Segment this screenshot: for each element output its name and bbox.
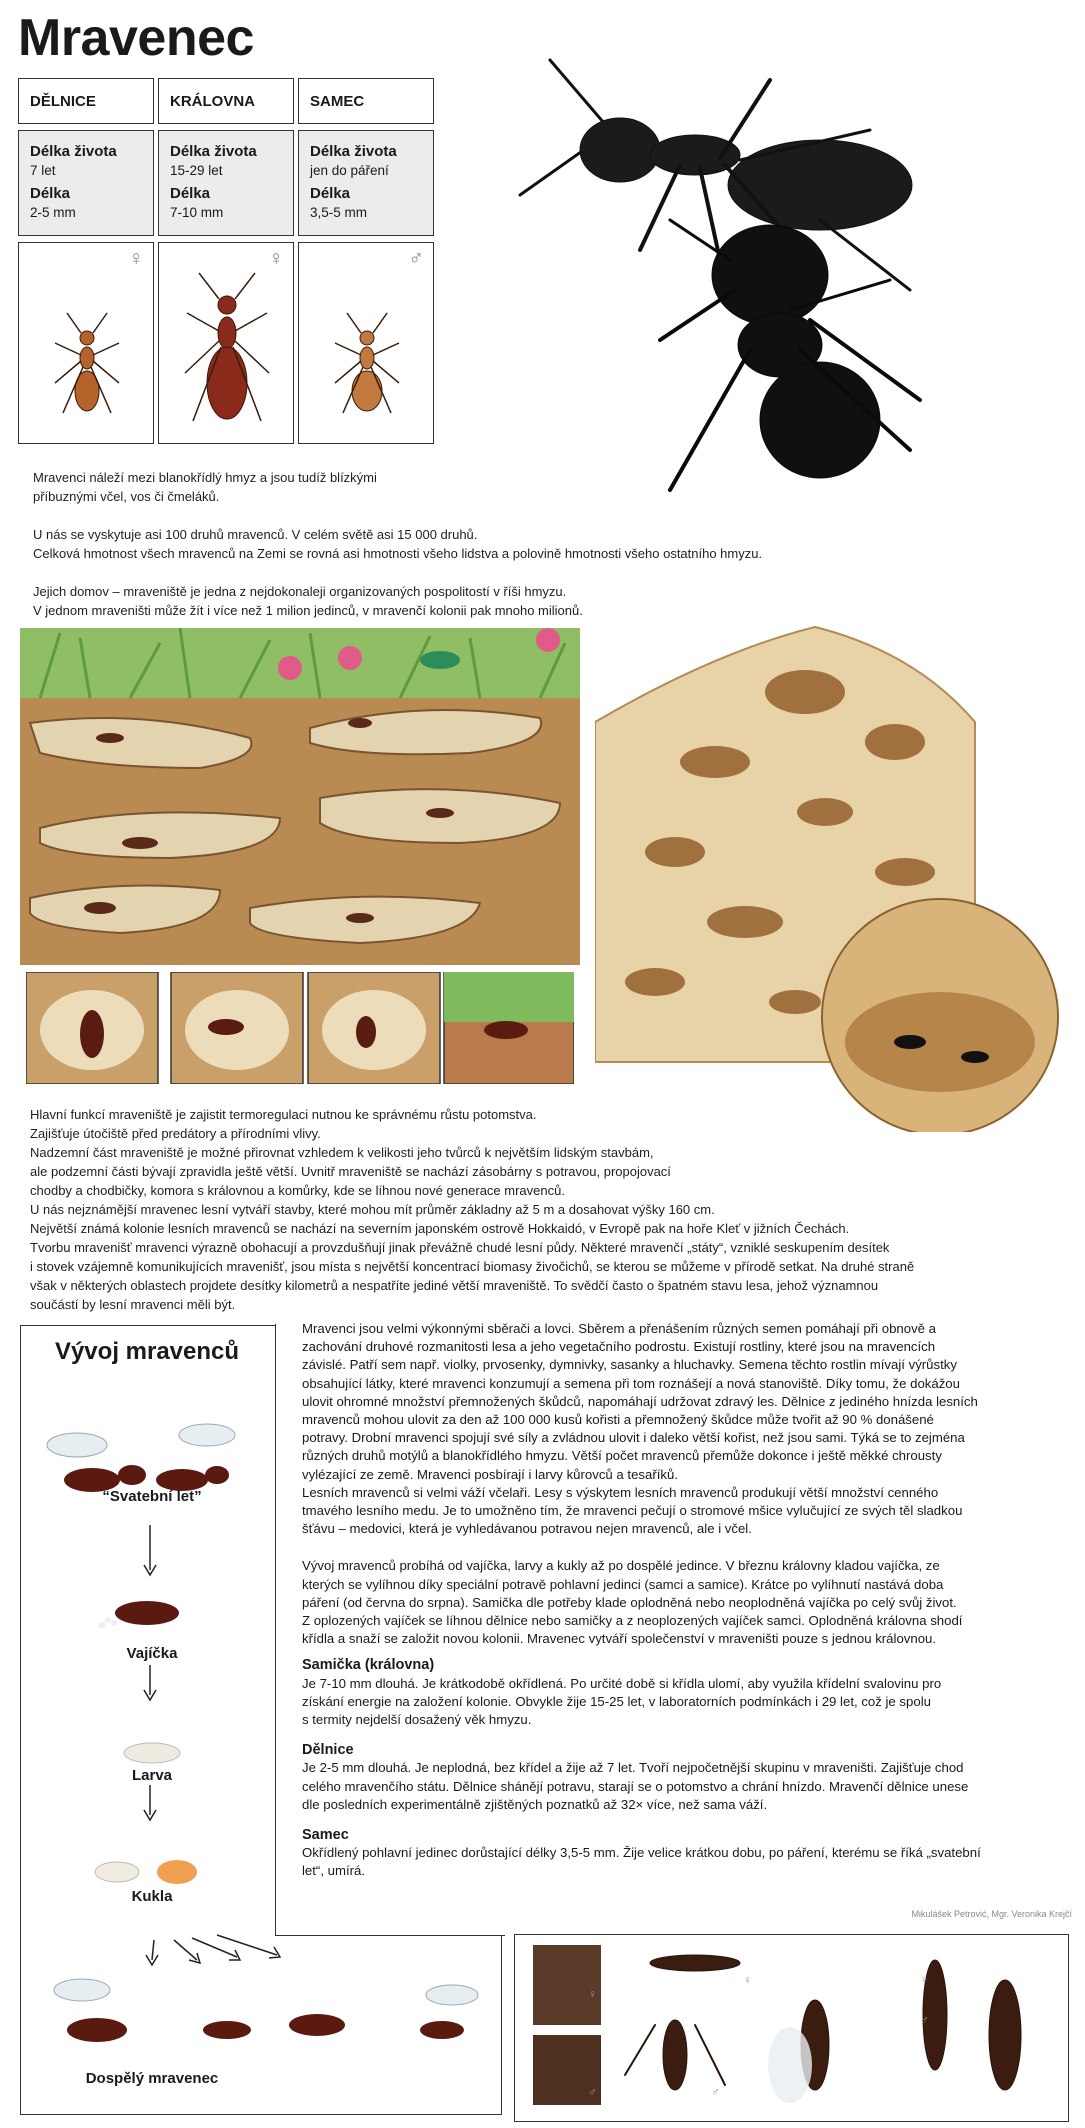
lifespan-value: jen do páření: [310, 163, 389, 178]
caste-column: [18, 78, 154, 444]
nest-text-line: Zajišťuje útočiště před predátory a přírodními vlivy.: [30, 1126, 321, 1141]
author-credit: Mikulášek Petrović, Mgr. Veronika Krejčí: [911, 1909, 1072, 1919]
nest-text-line: i stovek vzájemně komunikujících mravenišť, jsou místa s největší koncentrací biomasy živočichů, se kterou se můžeme v přírodě setkat. Na druhé straně: [30, 1259, 915, 1274]
length-value: 7-10 mm: [170, 205, 224, 220]
nest-text-line: U nás nejznámější mravenec lesní vytváří stavby, které mohou mít průměr základny až 5 m a dosahovat výšky 160 cm.: [30, 1202, 715, 1217]
text-line: šťávu – medovici, která je vyhledávanou potravou nejen mravenců, ale i včel.: [302, 1521, 752, 1537]
text-line: Z oplozených vajíček se líhnou dělnice nebo samičky a z neoplozených vajíček samci. Oplodněná královna shodí: [302, 1613, 963, 1629]
intro-line: Celková hmotnost všech mravenců na Zemi se rovná asi hmotnosti všeho lidstva a polovině hmotnosti všeho ostatního hmyzu.: [33, 546, 763, 561]
text-line: tmavého lesního medu. Je to umožněno tím, že mravenci pečují o stromové mšice vylučující ze svých těl sladkou: [302, 1503, 963, 1519]
text-line: Okřídlený pohlavní jedinec dorůstající délky 3,5-5 mm. Žije velice krátkou dobu, po páření, kterému se říká „svatební: [302, 1845, 981, 1861]
caste-info: [18, 130, 154, 236]
nest-text: [30, 1105, 1070, 1314]
stage-label-eggs: Vajíčka: [126, 1645, 178, 1662]
caste-column: [298, 78, 434, 444]
text-line: potravy. Drobní mravenci spojují své síly a zvládnou ulovit i daleko větší kořist, než jsou sami. Týká se to zejména: [302, 1430, 965, 1446]
text-line: vylézající ze země. Mravenci posbírají i larvy kůrovců a tesaříků.: [302, 1466, 678, 1482]
nest-text-line: Tvorbu mravenišť mravenci výrazně obohacují a provzdušňují jinak převážně chudé lesní půdy. Některé mravenčí „státy“, vzniklé seskupením desítek: [30, 1240, 890, 1255]
text-line: obsahující látky, které mravenci konzumují a semena při tom roznášejí a nová stanoviště. Díky tomu, že dokážou: [302, 1375, 960, 1391]
lifespan-label: Délka života: [30, 143, 117, 160]
caste-name: SAMEC: [298, 78, 434, 124]
text-line: páření (od června do srpna). Samička dle potřeby klade oplodněná nebo neoplodněná vajíčka po celý svůj život.: [302, 1594, 957, 1610]
nest-text-line: chodby a chodbičky, komora s královnou a komůrky, kde se líhnou nové generace mravenců.: [30, 1183, 565, 1198]
sex-symbol: ♀: [268, 247, 284, 270]
intro-text: [33, 468, 953, 620]
nest-text-line: však v některých oblastech projdete desítky kilometrů a nespatříte jediné větší mraveniště. To svědčí často o špatném stavu lesa, jehož významnou: [30, 1278, 879, 1293]
caste-image: [158, 242, 294, 444]
nest-text-line: ale podzemní části bývají zpravidla ještě větší. Uvnitř mraveniště se nachází zásobárny s potravou, propojovací: [30, 1164, 671, 1179]
stage-label-larva: Larva: [131, 1767, 173, 1784]
intro-line: příbuznými včel, vos či čmeláků.: [33, 489, 220, 504]
female-symbol: ♀: [920, 1973, 929, 1987]
ant-photo-top: [490, 40, 1070, 510]
text-line: různých druhů motýlů a blanokřídlého hmyzu. Větší počet mravenců přemůže dokonce i ještě měkké chrousty: [302, 1448, 942, 1464]
nest-detail-panels: [26, 972, 574, 1084]
development-title: Vývoj mravenců: [54, 1338, 240, 1365]
caste-image: [18, 242, 154, 444]
main-text-column: [302, 1320, 1082, 1881]
lifespan-label: Délka života: [170, 143, 257, 160]
text-line: získání energie na založení kolonie. Obvykle žije 15-25 let, v laboratorních podmínkách i 29 let, což je spolu: [302, 1693, 931, 1709]
stage-label-adult: Dospělý mravenec: [85, 2070, 219, 2087]
intro-line: V jednom mraveništi může žít i více než 1 milion jedinců, v mravenčí kolonii pak mnoho milionů.: [33, 603, 583, 618]
text-line: Vývoj mravenců probíhá od vajíčka, larvy a kukly až po dospělé jedince. V březnu královny kladou vajíčka, ze: [302, 1558, 940, 1574]
nest-text-line: Nadzemní část mraveniště je možné přirovnat vzhledem k velikosti jeho tvůrců k největším lidským stavbám,: [30, 1145, 654, 1160]
sex-symbol: ♂: [408, 247, 424, 270]
nest-illustration: [20, 628, 580, 965]
stage-label-nuptial-flight: “Svatební let”: [102, 1488, 202, 1505]
intro-line: Jejich domov – mraveniště je jedna z nejdokonaleji organizovaných pospolitostí v říši hmyzu.: [33, 584, 567, 599]
page-title: Mravenec: [18, 9, 254, 67]
nest-text-line: Největší známá kolonie lesních mravenců se nachází na severním japonském ostrově Hokkaidó, v Evropě pak na hoře Kleť v jižních Čechách.: [30, 1221, 850, 1236]
lifespan-label: Délka života: [310, 143, 397, 160]
caste-info: [298, 130, 434, 236]
female-symbol: ♀: [743, 1973, 752, 1987]
intro-line: U nás se vyskytuje asi 100 druhů mravenců. V celém světě asi 15 000 druhů.: [33, 527, 478, 542]
length-label: Délka: [170, 185, 211, 202]
female-symbol: ♀: [588, 1987, 597, 2001]
ant-photo-box: [514, 1934, 1069, 2122]
intro-line: [33, 563, 953, 582]
caste-info: [158, 130, 294, 236]
caste-column: [158, 78, 294, 444]
text-line: celého mravenčího státu. Dělnice shánějí potravu, starají se o potomstvo a chrání hnízdo. Mravenčí dělnice unese: [302, 1778, 969, 1794]
text-line: Je 7-10 mm dlouhá. Je krátkodobě okřídlená. Po určité době si křídla ulomí, aby využila křídelní svalovinu pro: [302, 1675, 942, 1691]
caste-image: [298, 242, 434, 444]
length-label: Délka: [310, 185, 351, 202]
heading-queen: Samička (královna): [302, 1657, 435, 1674]
caste-name: KRÁLOVNA: [158, 78, 294, 124]
length-value: 2-5 mm: [30, 205, 76, 220]
caste-name: DĚLNICE: [18, 78, 154, 124]
text-line: závislé. Patří sem např. violky, prvosenky, dymnivky, sasanky a hluchavky. Semena těchto rostlin mívají výrůstky: [302, 1357, 957, 1373]
male-symbol: ♂: [711, 2085, 720, 2099]
nest-text-line: součástí by lesní mravenci měli být.: [30, 1297, 236, 1312]
stage-label-pupa: Kukla: [131, 1888, 173, 1905]
text-line: Mravenci jsou velmi výkonnými sběrači a lovci. Sběrem a přenášením různých semen pomáhají při obnově a: [302, 1321, 937, 1336]
text-line: křídla a snaží se založit novou kolonii. Mravenec vytváří společenství v mraveništi pouze s jednou královnou.: [302, 1631, 937, 1647]
intro-line: Mravenci náleží mezi blanokřídlý hmyz a jsou tudíž blízkými: [33, 470, 377, 485]
male-symbol: ♂: [920, 2013, 929, 2027]
nest-text-line: Hlavní funkcí mraveniště je zajistit termoregulaci nutnou ke správnému růstu potomstva.: [30, 1107, 537, 1122]
length-label: Délka: [30, 185, 71, 202]
text-line: ulovit ohromné množství přemnožených škůdců, napomáhají udržovat zdravý les. Dělnice z jediného hnízda lesních: [302, 1393, 978, 1409]
lifespan-value: 7 let: [30, 163, 56, 178]
text-line: zachování druhové rozmanitosti lesa a jeho vegetačního podrostu. Existují rostliny, které jsou na mravencích: [302, 1339, 936, 1355]
text-line: Lesních mravenců si velmi váží včelaři. Lesy s výskytem lesních mravenců produkují větší množství cenného: [302, 1484, 939, 1500]
text-line: Je 2-5 mm dlouhá. Je neplodná, bez křídel a žije až 7 let. Tvoří nejpočetnější skupinu v mraveništi. Zajišťuje chod: [302, 1760, 964, 1776]
male-symbol: ♂: [588, 2085, 597, 2099]
text-line: let“, umírá.: [302, 1863, 366, 1879]
heading-male: Samec: [302, 1827, 349, 1844]
anthill-cross-section: [595, 622, 1073, 1132]
text-line: kterých se vylíhnou díky speciální potravě pohlavní jedinci (samci a samice). Krátce po vylíhnutí nastává doba: [302, 1576, 944, 1592]
heading-worker: Dělnice: [302, 1742, 354, 1759]
text-line: dle posledních experimentálně zjištěných poznatků až 32× více, než sama váží.: [302, 1796, 768, 1812]
text-line: mravenců mohou ulovit za den až 100 000 kusů kořisti a přemnožený škůdce může tvořit až 90 % donášené: [302, 1412, 934, 1428]
sex-symbol: ♀: [128, 247, 144, 270]
intro-line: [33, 506, 953, 525]
lifespan-value: 15-29 let: [170, 163, 223, 178]
length-value: 3,5-5 mm: [310, 205, 368, 220]
text-line: s termity nejdelší dosažený věk hmyzu.: [302, 1712, 532, 1728]
